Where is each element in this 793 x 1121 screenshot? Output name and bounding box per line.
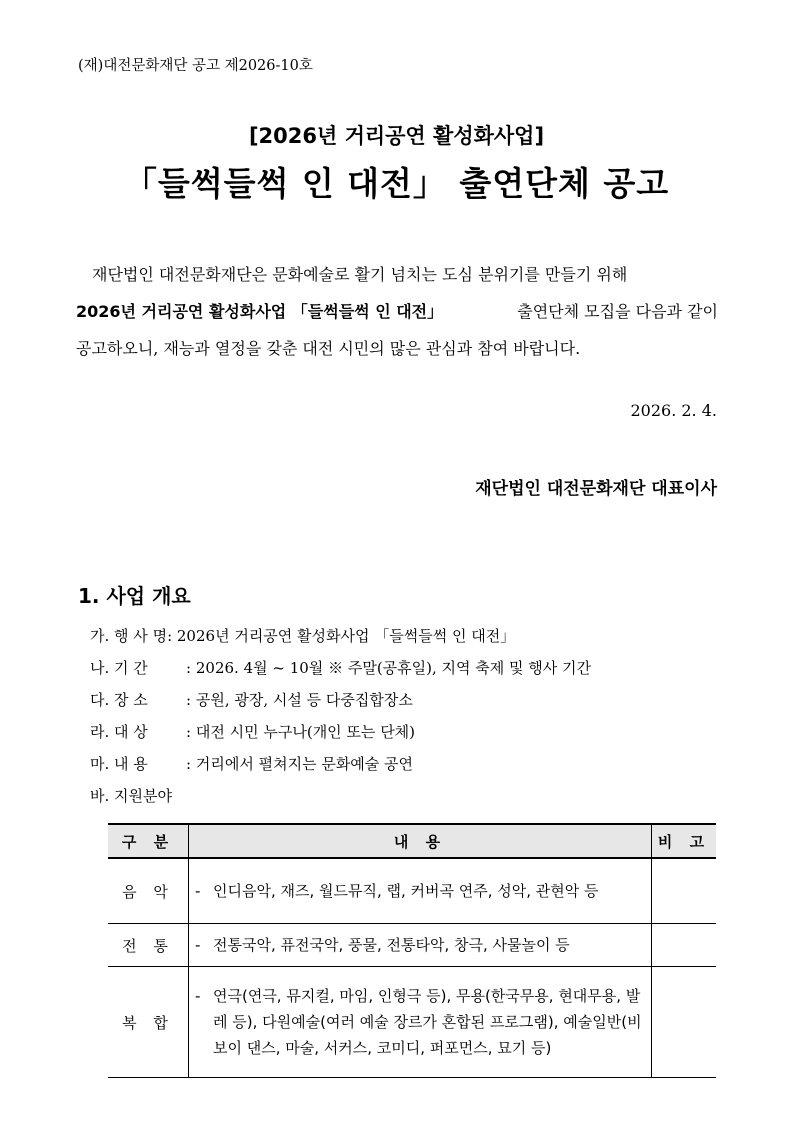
item-value: 2026년 거리공연 활성화사업 「들썩들썩 인 대전」 — [176, 627, 516, 645]
section-heading: 1. 사업 개요 — [78, 584, 191, 608]
intro-line-1-text: 재단법인 대전문화재단은 문화예술로 활기 넘치는 도심 분위기를 만들기 위해 — [92, 265, 628, 284]
item-value: 대전 시민 누구나(개인 또는 단체) — [195, 723, 416, 741]
row-content: - 인디음악, 재즈, 월드뮤직, 랩, 커버곡 연주, 성악, 관현악 등 — [189, 858, 652, 924]
row-category: 복 합 — [108, 967, 189, 1078]
header-category: 구 분 — [108, 824, 189, 858]
table-row — [108, 858, 716, 924]
row-content-text: 연극(연극, 뮤지컬, 마임, 인형극 등), 무용(한국무용, 현대무용, 발레 등), 다원예술(여러 예술 장르가 혼합된 프로그램), 예술일반(비보이 댄스, 마술, 서커스, 코미디, 퍼포먼스, 묘기 등) — [213, 987, 642, 1057]
row-content-text: 전통국악, 퓨전국악, 풍물, 전통타악, 창극, 사물놀이 등 — [213, 936, 570, 954]
intro-line-2-rest: 출연단체 모집을 다음과 같이 — [517, 302, 718, 321]
support-field-table — [108, 823, 716, 1078]
list-item: 다. 장 소 : 공원, 광장, 시설 등 다중집합장소 — [90, 684, 591, 716]
table-row — [108, 967, 716, 1078]
notice-date: 2026. 2. 4. — [630, 401, 717, 420]
table-row — [108, 924, 716, 967]
intro-project-name: 2026년 거리공연 활성화사업 「들썩들썩 인 대전」 — [76, 302, 444, 321]
item-label: 기 간 — [114, 659, 148, 677]
item-prefix: 마. — [90, 755, 110, 773]
item-label: 장 소 — [114, 691, 148, 709]
intro-line-3-text: 공고하오니, 재능과 열정을 갖춘 대전 시민의 많은 관심과 참여 바랍니다. — [76, 339, 581, 358]
intro-line-3 — [76, 330, 718, 367]
intro-line-1 — [76, 256, 718, 293]
intro-line-2 — [76, 293, 718, 330]
header-content: 내 용 — [189, 824, 652, 858]
item-prefix: 바. — [90, 787, 110, 805]
item-label: 대 상 — [114, 723, 148, 741]
row-category: 전 통 — [108, 924, 189, 967]
row-note — [652, 967, 717, 1078]
list-item: 라. 대 상 : 대전 시민 누구나(개인 또는 단체) — [90, 716, 591, 748]
list-item — [90, 780, 591, 812]
item-prefix: 나. — [90, 659, 110, 677]
header-note: 비 고 — [652, 824, 717, 858]
item-label: 지원분야 — [114, 787, 173, 805]
item-prefix: 다. — [90, 691, 110, 709]
table-header-row — [108, 824, 716, 858]
item-value: 공원, 광장, 시설 등 다중집합장소 — [195, 691, 413, 709]
list-item: 마. 내 용 : 거리에서 펼쳐지는 문화예술 공연 — [90, 748, 591, 780]
overview-list — [90, 620, 591, 812]
item-label: 내 용 — [114, 755, 148, 773]
row-note — [652, 858, 717, 924]
title-subheading: [2026년 거리공연 활성화사업] — [248, 124, 545, 148]
item-value: 2026. 4월 ~ 10월 ※ 주말(공휴일), 지역 축제 및 행사 기간 — [195, 659, 592, 677]
row-note — [652, 924, 717, 967]
item-prefix: 라. — [90, 723, 110, 741]
list-item: 가. 행 사 명 : 2026년 거리공연 활성화사업 「들썩들썩 인 대전」 — [90, 620, 591, 652]
row-content-text: 인디음악, 재즈, 월드뮤직, 랩, 커버곡 연주, 성악, 관현악 등 — [213, 882, 599, 900]
organization-signature: 재단법인 대전문화재단 대표이사 — [475, 479, 717, 499]
list-item: 나. 기 간 : 2026. 4월 ~ 10월 ※ 주말(공휴일), 지역 축제 및 행사 기간 — [90, 652, 591, 684]
page-title: 「들썩들썩 인 대전」 출연단체 공고 — [123, 164, 670, 203]
notice-number: (재)대전문화재단 공고 제2026-10호 — [78, 58, 313, 74]
row-content: - 연극(연극, 뮤지컬, 마임, 인형극 등), 무용(한국무용, 현대무용, 발레 등), 다원예술(여러 예술 장르가 혼합된 프로그램), 예술일반(비보이 댄스, 마술, 서커스, 코미디, 퍼포먼스, 묘기 등) — [189, 967, 652, 1078]
item-label: 행 사 명 — [114, 627, 168, 645]
intro-paragraph — [76, 256, 718, 367]
row-content: - 전통국악, 퓨전국악, 풍물, 전통타악, 창극, 사물놀이 등 — [189, 924, 652, 967]
row-category: 음 악 — [108, 858, 189, 924]
item-prefix: 가. — [90, 627, 110, 645]
item-value: 거리에서 펼쳐지는 문화예술 공연 — [195, 755, 414, 773]
